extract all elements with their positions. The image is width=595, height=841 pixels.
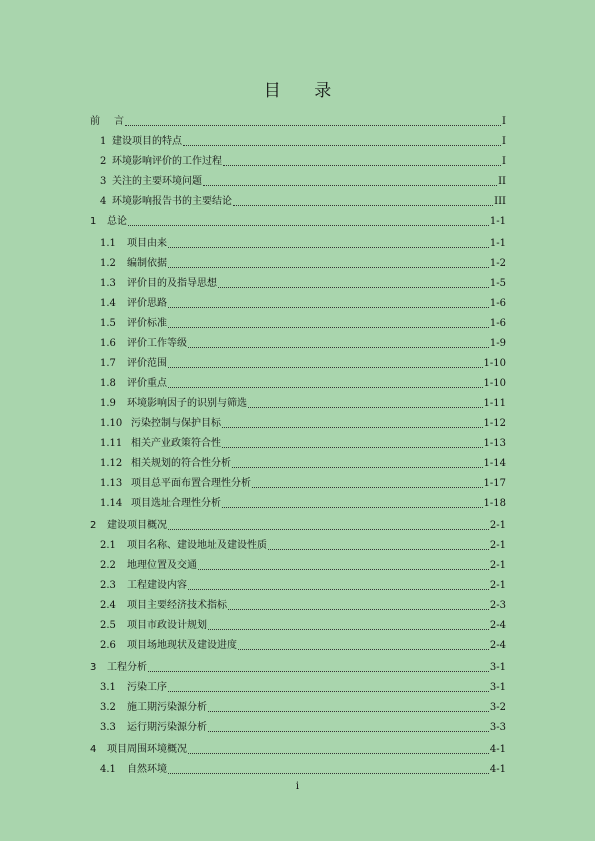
toc-section-entry[interactable] <box>100 560 506 572</box>
toc-section-entry[interactable] <box>100 540 506 552</box>
toc-entry-label <box>100 338 187 350</box>
toc-entry-text: 污染工序 <box>127 682 167 693</box>
dot-leader <box>232 466 483 468</box>
toc-entry-label <box>100 640 237 652</box>
toc-entry-text: 关注的主要环境问题 <box>112 176 202 187</box>
toc-entry-text: 工程分析 <box>107 662 147 673</box>
toc-entry-number: 1 <box>90 216 97 227</box>
toc-entry-text: 项目市政设计规划 <box>127 620 207 631</box>
toc-entry-text: 项目总平面布置合理性分析 <box>131 478 251 489</box>
toc-entry-text: 项目选址合理性分析 <box>131 498 221 509</box>
toc-entry-page: 1-10 <box>483 378 506 389</box>
dot-leader <box>208 628 489 630</box>
toc-entry-number: 1.5 <box>100 318 116 329</box>
toc-entry-number: 1.1 <box>100 238 116 249</box>
toc-entry-label <box>100 418 221 430</box>
toc-entry-label <box>100 478 251 490</box>
toc-entry-number: 2.1 <box>100 540 116 551</box>
dot-leader <box>252 486 483 488</box>
toc-entry-number: 1.10 <box>100 418 123 429</box>
toc-entry-number: 2 <box>100 156 107 167</box>
toc-entry-label <box>100 136 182 148</box>
toc-entry-number: 2.4 <box>100 600 116 611</box>
toc-entry-label <box>100 196 232 208</box>
dot-leader <box>148 670 489 672</box>
toc-entry-number: 3.1 <box>100 682 116 693</box>
toc-entry-page: 1-11 <box>483 398 506 409</box>
toc-section-entry[interactable] <box>100 378 506 390</box>
toc-entry-text: 评价工作等级 <box>127 338 187 349</box>
toc-section-entry[interactable] <box>100 722 506 734</box>
toc-section-entry[interactable] <box>100 298 506 310</box>
dot-leader <box>223 164 501 166</box>
toc-entry-number: 3.3 <box>100 722 116 733</box>
toc-entry-page: 2-4 <box>489 640 506 651</box>
dot-leader <box>188 588 489 590</box>
toc-entry-text: 自然环境 <box>127 764 167 775</box>
toc-entry-page: 2-1 <box>489 560 506 571</box>
toc-chapter-entry[interactable] <box>90 216 506 228</box>
toc-entry-page: 1-6 <box>489 298 506 309</box>
toc-entry-page: 1-10 <box>483 358 506 369</box>
toc-entry-number: 3 <box>100 176 107 187</box>
toc-entry-label <box>100 498 221 510</box>
toc-entry-page: I <box>502 116 506 127</box>
dot-leader <box>268 548 489 550</box>
toc-entry-number: 2.5 <box>100 620 116 631</box>
toc-entry-number: 前 <box>90 116 100 127</box>
toc-entry-page: II <box>498 176 506 187</box>
toc-entry-text: 编制依据 <box>127 258 167 269</box>
toc-entry-text: 运行期污染源分析 <box>127 722 207 733</box>
toc-entry-page: III <box>494 196 506 207</box>
toc-entry-text: 评价重点 <box>127 378 167 389</box>
toc-entry-number: 1.2 <box>100 258 116 269</box>
page-title: 目 录 <box>263 81 346 101</box>
toc-entry-text: 建设项目的特点 <box>112 136 182 147</box>
toc-entry-text: 工程建设内容 <box>127 580 187 591</box>
dot-leader <box>218 286 489 288</box>
dot-leader <box>238 648 489 650</box>
toc-entry-label <box>100 722 207 734</box>
dot-leader <box>188 346 489 348</box>
dot-leader <box>208 730 489 732</box>
dot-leader <box>222 426 483 428</box>
toc-entry-label <box>90 662 147 674</box>
toc-section-entry[interactable] <box>100 764 506 776</box>
toc-entry-text: 环境影响报告书的主要结论 <box>112 196 232 207</box>
dot-leader <box>248 406 483 408</box>
dot-leader <box>233 204 493 206</box>
toc-entry-page: 2-3 <box>489 600 506 611</box>
toc-section-entry[interactable] <box>100 580 506 592</box>
toc-section-entry[interactable] <box>100 418 506 430</box>
toc-entry-label <box>90 216 127 228</box>
toc-section-entry[interactable] <box>100 600 506 612</box>
toc-entry-number: 1.9 <box>100 398 116 409</box>
toc-entry-text: 言 <box>114 116 124 127</box>
toc-entry-number: 1 <box>100 136 107 147</box>
toc-entry-number: 1.13 <box>100 478 123 489</box>
toc-entry-text: 相关产业政策符合性 <box>131 438 221 449</box>
toc-section-entry[interactable] <box>100 620 506 632</box>
toc-entry-page: 2-1 <box>489 520 506 531</box>
toc-entry-label <box>100 156 222 168</box>
toc-entry-label <box>100 682 167 694</box>
dot-leader <box>203 184 497 186</box>
toc-section-entry[interactable] <box>100 478 506 490</box>
toc-entry-number: 1.6 <box>100 338 116 349</box>
toc-entry-number: 1.12 <box>100 458 123 469</box>
toc-entry-label <box>100 378 167 390</box>
toc-chapter-entry[interactable] <box>90 520 506 532</box>
toc-entry-label <box>100 764 167 776</box>
toc-entry-text: 建设项目概况 <box>107 520 167 531</box>
toc-section-entry[interactable] <box>100 398 506 410</box>
toc-entry-label <box>100 438 221 450</box>
toc-section-entry[interactable] <box>100 196 506 208</box>
dot-leader <box>168 246 489 248</box>
toc-entry-page: 1-18 <box>483 498 506 509</box>
toc-entry-page: 1-12 <box>483 418 506 429</box>
dot-leader <box>208 710 489 712</box>
dot-leader <box>228 608 489 610</box>
toc-section-entry[interactable] <box>100 156 506 168</box>
toc-entry-number: 3.2 <box>100 702 116 713</box>
toc-entry-label <box>100 620 207 632</box>
toc-entry-label <box>100 318 167 330</box>
toc-entry-label <box>90 520 167 532</box>
toc-entry-page: 4-1 <box>489 764 506 775</box>
toc-chapter-entry[interactable] <box>90 116 506 128</box>
toc-entry-text: 评价范围 <box>127 358 167 369</box>
toc-entry-page: 1-6 <box>489 318 506 329</box>
toc-entry-page: 2-1 <box>489 540 506 551</box>
toc-section-entry[interactable] <box>100 358 506 370</box>
toc-entry-text: 地理位置及交通 <box>127 560 197 571</box>
toc-entry-text: 环境影响评价的工作过程 <box>112 156 222 167</box>
toc-section-entry[interactable] <box>100 438 506 450</box>
toc-entry-page: 3-2 <box>489 702 506 713</box>
toc-entry-label <box>100 298 167 310</box>
toc-entry-page: 1-1 <box>489 216 506 227</box>
toc-entry-page: 1-2 <box>489 258 506 269</box>
toc-entry-number: 2 <box>90 520 97 531</box>
toc-entry-number: 4 <box>90 744 97 755</box>
toc-entry-label <box>100 258 167 270</box>
toc-entry-number: 2.3 <box>100 580 116 591</box>
toc-entry-label <box>100 702 207 714</box>
toc-entry-text: 项目名称、建设地址及建设性质 <box>127 540 267 551</box>
dot-leader <box>222 446 483 448</box>
toc-entry-page: 1-17 <box>483 478 506 489</box>
toc-section-entry[interactable] <box>100 640 506 652</box>
toc-entry-number: 2.2 <box>100 560 116 571</box>
dot-leader <box>128 224 489 226</box>
toc-entry-text: 项目主要经济技术指标 <box>127 600 227 611</box>
toc-entry-page: 3-1 <box>489 662 506 673</box>
toc-entry-label <box>100 600 227 612</box>
toc-entry-text: 评价标准 <box>127 318 167 329</box>
toc-entry-label <box>100 358 167 370</box>
toc-chapter-entry[interactable] <box>90 662 506 674</box>
toc-entry-text: 评价思路 <box>127 298 167 309</box>
dot-leader <box>168 528 489 530</box>
toc-entry-page: 1-5 <box>489 278 506 289</box>
toc-entry-label <box>90 116 124 128</box>
toc-entry-page: 3-1 <box>489 682 506 693</box>
toc-entry-number: 1.8 <box>100 378 116 389</box>
dot-leader <box>168 326 489 328</box>
toc-section-entry[interactable] <box>100 318 506 330</box>
toc-entry-label <box>100 580 187 592</box>
toc-entry-number: 1.7 <box>100 358 116 369</box>
toc-entry-page: 1-1 <box>489 238 506 249</box>
toc-entry-label <box>100 238 167 250</box>
dot-leader <box>168 772 489 774</box>
toc-entry-number: 2.6 <box>100 640 116 651</box>
dot-leader <box>168 366 483 368</box>
toc-entry-number: 4.1 <box>100 764 116 775</box>
toc-entry-number: 3 <box>90 662 97 673</box>
toc-section-entry[interactable] <box>100 136 506 148</box>
toc-section-entry[interactable] <box>100 458 506 470</box>
toc-entry-page: 2-1 <box>489 580 506 591</box>
toc-section-entry[interactable] <box>100 702 506 714</box>
toc-entry-text: 项目由来 <box>127 238 167 249</box>
dot-leader <box>168 690 489 692</box>
toc-entry-text: 项目周围环境概况 <box>107 744 187 755</box>
toc-chapter-entry[interactable] <box>90 744 506 756</box>
dot-leader <box>222 506 483 508</box>
dot-leader <box>183 144 501 146</box>
toc-section-entry[interactable] <box>100 238 506 250</box>
toc-section-entry[interactable] <box>100 176 506 188</box>
toc-section-entry[interactable] <box>100 258 506 270</box>
toc-entry-page: 2-4 <box>489 620 506 631</box>
dot-leader <box>188 752 489 754</box>
toc-entry-text: 施工期污染源分析 <box>127 702 207 713</box>
toc-entry-label <box>100 540 267 552</box>
toc-section-entry[interactable] <box>100 338 506 350</box>
toc-entry-number: 4 <box>100 196 107 207</box>
toc-entry-text: 环境影响因子的识别与筛选 <box>127 398 247 409</box>
toc-section-entry[interactable] <box>100 498 506 510</box>
dot-leader <box>198 568 489 570</box>
toc-entry-page: 4-1 <box>489 744 506 755</box>
dot-leader <box>168 386 483 388</box>
dot-leader <box>168 266 489 268</box>
toc-entry-page: I <box>502 156 506 167</box>
toc-section-entry[interactable] <box>100 278 506 290</box>
toc-entry-number: 1.3 <box>100 278 116 289</box>
dot-leader <box>125 124 501 126</box>
toc-entry-number: 1.11 <box>100 438 123 449</box>
toc-entry-page: 1-9 <box>489 338 506 349</box>
toc-entry-label <box>100 398 247 410</box>
dot-leader <box>168 306 489 308</box>
toc-entry-label <box>100 176 202 188</box>
toc-entry-page: 1-13 <box>483 438 506 449</box>
toc-entry-label <box>100 458 231 470</box>
toc-entry-text: 评价目的及指导思想 <box>127 278 217 289</box>
toc-entry-number: 1.4 <box>100 298 116 309</box>
toc-entry-label <box>100 278 217 290</box>
toc-entry-text: 项目场地现状及建设进度 <box>127 640 237 651</box>
toc-entry-page: 3-3 <box>489 722 506 733</box>
toc-entry-text: 相关规划的符合性分析 <box>131 458 231 469</box>
toc-entry-number: 1.14 <box>100 498 123 509</box>
toc-entry-text: 总论 <box>107 216 127 227</box>
toc-entry-label <box>90 744 187 756</box>
toc-entry-label <box>100 560 197 572</box>
toc-entry-page: I <box>502 136 506 147</box>
toc-entry-text: 污染控制与保护目标 <box>131 418 221 429</box>
toc-entry-page: 1-14 <box>483 458 506 469</box>
page-number: i <box>295 781 300 792</box>
toc-section-entry[interactable] <box>100 682 506 694</box>
